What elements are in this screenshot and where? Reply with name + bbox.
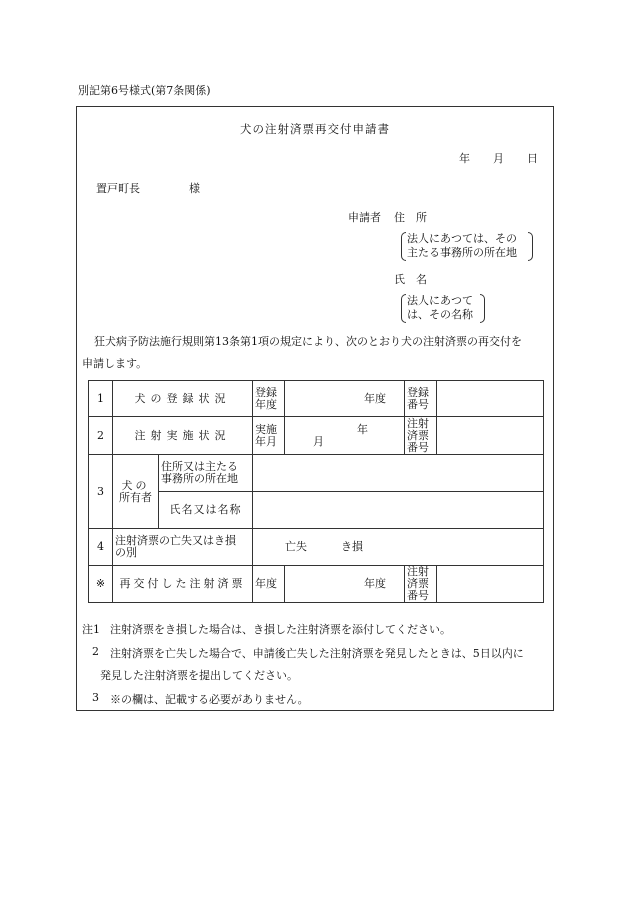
vaccination-status-label: 注射実施状況: [113, 417, 253, 455]
addressee-name: 置戸町長: [96, 182, 140, 195]
application-table: [88, 380, 544, 603]
note-text: 注射済票を亡失した場合で、申請後亡失した注射済票を発見したときは、5日以内に: [110, 647, 524, 660]
body-text-line2: 申請します。: [82, 357, 148, 370]
owner-name-field[interactable]: [253, 492, 544, 529]
right-bracket-icon: [528, 232, 533, 261]
corp-name-note: 法人にあつて は、その名称: [407, 294, 473, 321]
loss-type-label: 注射済票の亡失又はき損 の別: [113, 529, 253, 566]
reissued-year-field[interactable]: 年度: [285, 566, 405, 603]
vaccination-date-field[interactable]: 年月: [285, 417, 405, 455]
reissued-year-label: 年度: [253, 566, 285, 603]
table-row: [89, 455, 544, 492]
applicant-name-label: 氏 名: [394, 273, 427, 286]
row-number: 3: [89, 455, 113, 529]
note-number: 3: [92, 691, 99, 704]
owner-name-label: 氏名又は名称: [159, 492, 253, 529]
table-row: [89, 381, 544, 417]
loss-type-field[interactable]: 亡失 き損: [253, 529, 544, 566]
reissued-number-field[interactable]: [437, 566, 544, 603]
right-bracket-icon: [480, 294, 485, 323]
table-row: [89, 529, 544, 566]
row-number: 4: [89, 529, 113, 566]
note-text: 発見した注射済票を提出してください。: [100, 669, 298, 682]
vaccination-date-label: 実施 年月: [253, 417, 285, 455]
applicant-address-label: 住 所: [394, 211, 427, 224]
owner-label: 犬の 所有者: [113, 455, 159, 529]
tag-number-label: 注射 済票 番号: [405, 417, 437, 455]
note-number: 2: [92, 645, 99, 658]
left-bracket-icon: [401, 294, 406, 323]
registration-year-field[interactable]: 年度: [285, 381, 405, 417]
reissued-tag-label: 再交付した注射済票: [113, 566, 253, 603]
form-reference: 別記第6号様式(第7条関係): [78, 84, 211, 97]
applicant-label: 申請者: [348, 211, 381, 224]
owner-address-label: 住所又は主たる 事務所の所在地: [159, 455, 253, 492]
row-number: 2: [89, 417, 113, 455]
tag-number-field[interactable]: [437, 417, 544, 455]
corp-address-note: 法人にあつては、その 主たる事務所の所在地: [407, 232, 517, 259]
table-row: [89, 417, 544, 455]
table-row: [89, 566, 544, 603]
note-text: ※の欄は、記載する必要がありません。: [110, 693, 309, 706]
date-month-label: 月: [493, 152, 504, 165]
date-year-label: 年: [459, 152, 470, 165]
owner-address-field[interactable]: [253, 455, 544, 492]
form-title: 犬の注射済票再交付申請書: [240, 122, 390, 136]
row-mark: ※: [89, 566, 113, 603]
note-text: 注射済票をき損した場合は、き損した注射済票を添付してください。: [110, 623, 451, 636]
row-number: 1: [89, 381, 113, 417]
date-day-label: 日: [527, 152, 538, 165]
body-text-line1: 狂犬病予防法施行規則第13条第1項の規定により、次のとおり犬の注射済票の再交付を: [94, 335, 522, 348]
registration-number-field[interactable]: [437, 381, 544, 417]
left-bracket-icon: [401, 232, 406, 261]
registration-status-label: 犬の登録状況: [113, 381, 253, 417]
reissued-number-label: 注射 済票 番号: [405, 566, 437, 603]
registration-year-label: 登録 年度: [253, 381, 285, 417]
registration-number-label: 登録 番号: [405, 381, 437, 417]
note-number: 注1: [82, 623, 100, 636]
addressee-honorific: 様: [189, 182, 200, 195]
